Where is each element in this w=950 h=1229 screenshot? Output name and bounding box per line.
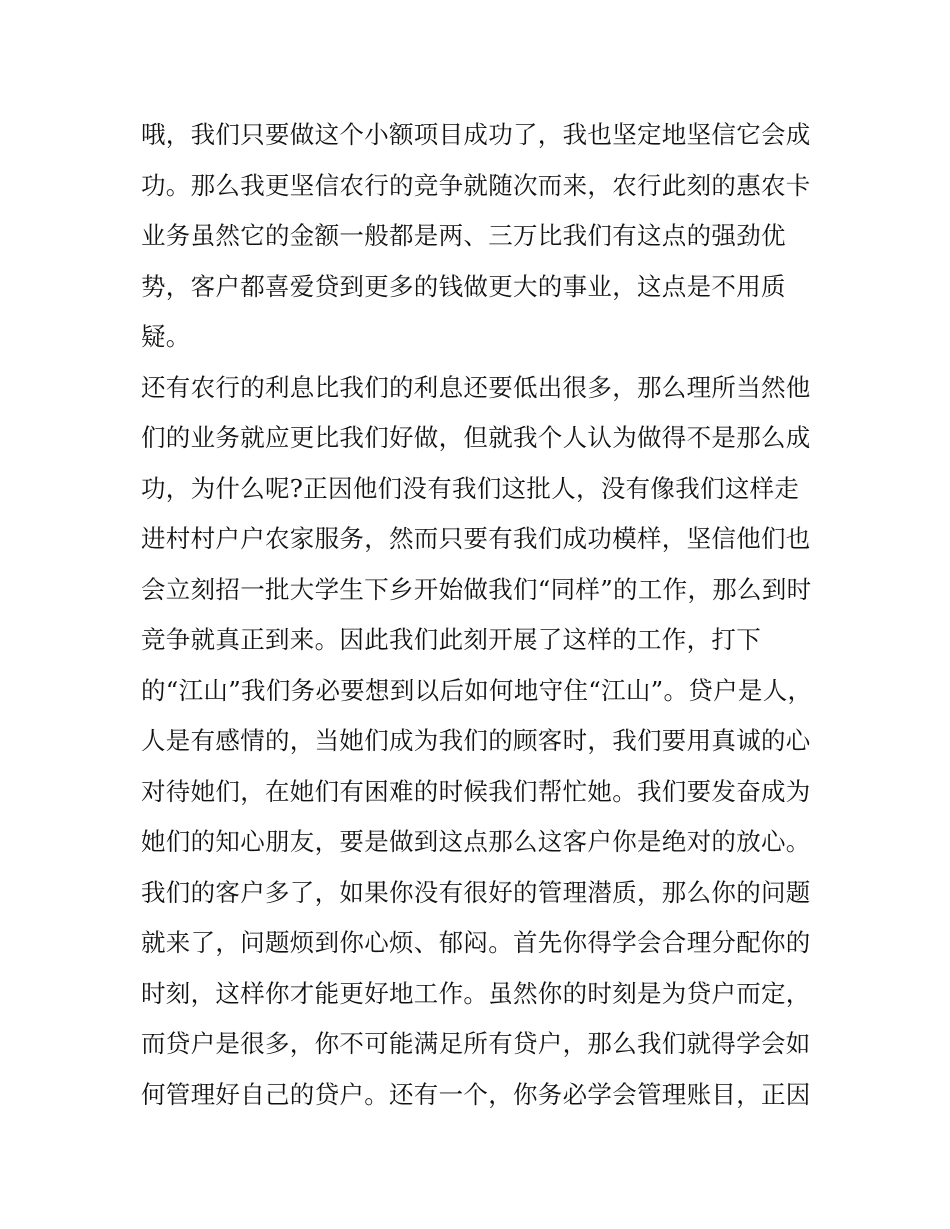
text-line: 她们的知心朋友，要是做到这点那么这客户你是绝对的放心。 (141, 827, 811, 856)
text-line: 功，为什么呢?正因他们没有我们这批人，没有像我们这样走 (141, 473, 800, 503)
text-line: 对待她们，在她们有困难的时候我们帮忙她。我们要发奋成为 (141, 776, 811, 806)
text-line: 就来了，问题烦到你心烦、郁闷。首先你得学会合理分配你的 (141, 928, 811, 957)
text-line: 疑。 (141, 322, 191, 351)
text-line: 的“江山”我们务必要想到以后如何地守住“江山”。贷户是人， (141, 675, 813, 705)
text-line: 而贷户是很多，你不可能满足所有贷户，那么我们就得学会如 (141, 1029, 811, 1058)
text-line: 们的业务就应更比我们好做，但就我个人认为做得不是那么成 (141, 423, 811, 452)
text-line: 哦，我们只要做这个小额项目成功了，我也坚定地坚信它会成 (141, 120, 811, 149)
text-line: 何管理好自己的贷户。还有一个，你务必学会管理账目，正因 (141, 1079, 811, 1109)
text-line: 会立刻招一批大学生下乡开始做我们“同样”的工作，那么到时 (141, 574, 812, 604)
text-line: 时刻，这样你才能更好地工作。虽然你的时刻是为贷户而定， (141, 978, 811, 1008)
text-line: 功。那么我更坚信农行的竞争就随次而来，农行此刻的惠农卡 (141, 170, 811, 200)
text-line: 我们的客户多了，如果你没有很好的管理潜质，那么你的问题 (141, 877, 811, 907)
text-line: 进村村户户农家服务，然而只要有我们成功模样，坚信他们也 (141, 524, 811, 553)
text-line: 人是有感情的，当她们成为我们的顾客时，我们要用真诚的心 (141, 726, 811, 755)
text-line: 业务虽然它的金额一般都是两、三万比我们有这点的强劲优 (141, 221, 786, 250)
text-line: 还有农行的利息比我们的利息还要低出很多，那么理所当然他 (141, 372, 811, 402)
body-text (141, 110, 821, 1120)
text-line: 竞争就真正到来。因此我们此刻开展了这样的工作，打下 (141, 625, 761, 654)
text-line: 势，客户都喜爱贷到更多的钱做更大的事业，这点是不用质 (141, 271, 786, 301)
